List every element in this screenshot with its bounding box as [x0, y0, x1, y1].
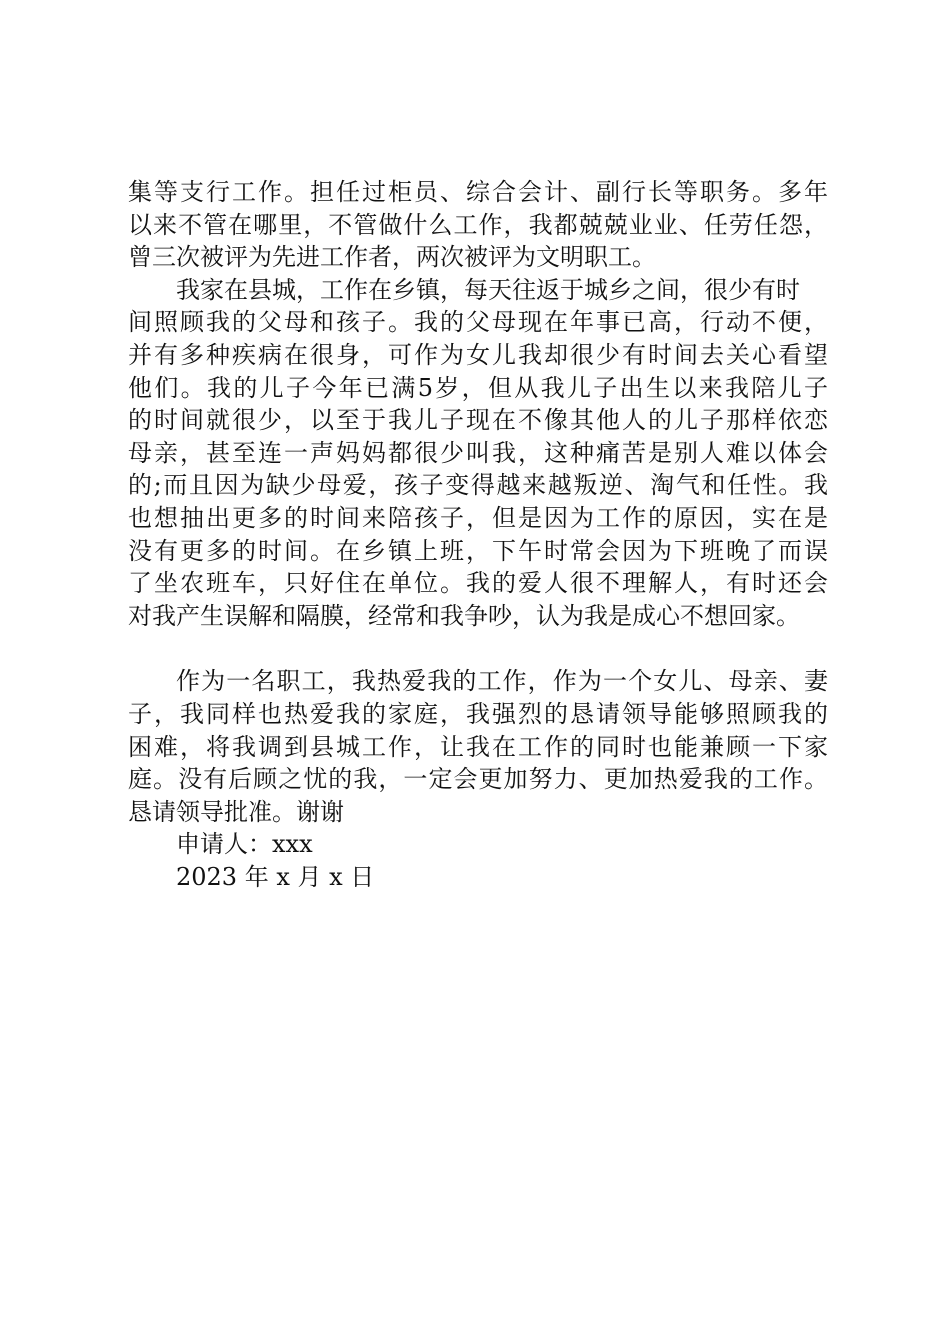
text-line: 庭。没有后顾之忧的我，一定会更加努力、更加热爱我的工作。: [128, 765, 828, 794]
text-line: 也想抽出更多的时间来陪孩子，但是因为工作的原因，实在是: [128, 503, 828, 532]
text-line: 以来不管在哪里，不管做什么工作，我都兢兢业业、任劳任怨，: [128, 210, 828, 239]
text-line: 作为一名职工，我热爱我的工作，作为一个女儿、母亲、妻: [176, 667, 828, 696]
letter-body: [128, 176, 828, 893]
text-line: 没有更多的时间。在乡镇上班，下午时常会因为下班晚了而误: [128, 536, 828, 565]
applicant-name: 申请人：xxx: [176, 830, 313, 859]
text-line: 的;而且因为缺少母爱，孩子变得越来越叛逆、淘气和任性。我: [128, 471, 828, 500]
text-line: 间照顾我的父母和孩子。我的父母现在年事已高，行动不便，: [128, 308, 828, 337]
paragraph-family: [128, 274, 828, 633]
text-line: 他们。我的儿子今年已满5岁，但从我儿子出生以来我陪儿子: [128, 373, 828, 402]
text-line: 我家在县城，工作在乡镇，每天往返于城乡之间，很少有时: [176, 275, 800, 304]
signature-block: [128, 828, 828, 893]
text-line: 对我产生误解和隔膜，经常和我争吵，认为我是成心不想回家。: [128, 601, 800, 630]
text-line: 母亲，甚至连一声妈妈都很少叫我，这种痛苦是别人难以体会: [128, 438, 828, 467]
application-date: 2023 年 x 月 x 日: [176, 862, 375, 891]
text-line: 的时间就很少，以至于我儿子现在不像其他人的儿子那样依恋: [128, 406, 828, 435]
text-line: 恳请领导批准。谢谢: [128, 797, 344, 826]
paragraph-spacer: [128, 632, 828, 665]
text-line: 了坐农班车，只好住在单位。我的爱人很不理解人，有时还会: [128, 569, 828, 598]
text-line: 集等支行工作。担任过柜员、综合会计、副行长等职务。多年: [128, 178, 828, 206]
text-line: 困难，将我调到县城工作，让我在工作的同时也能兼顾一下家: [128, 732, 828, 761]
text-line: 曾三次被评为先进工作者，两次被评为文明职工。: [128, 243, 656, 272]
text-line: 并有多种疾病在很身，可作为女儿我却很少有时间去关心看望: [128, 340, 828, 369]
text-line: 子，我同样也热爱我的家庭，我强烈的恳请领导能够照顾我的: [128, 699, 828, 728]
paragraph-career: [128, 176, 828, 274]
paragraph-request: [128, 665, 828, 828]
